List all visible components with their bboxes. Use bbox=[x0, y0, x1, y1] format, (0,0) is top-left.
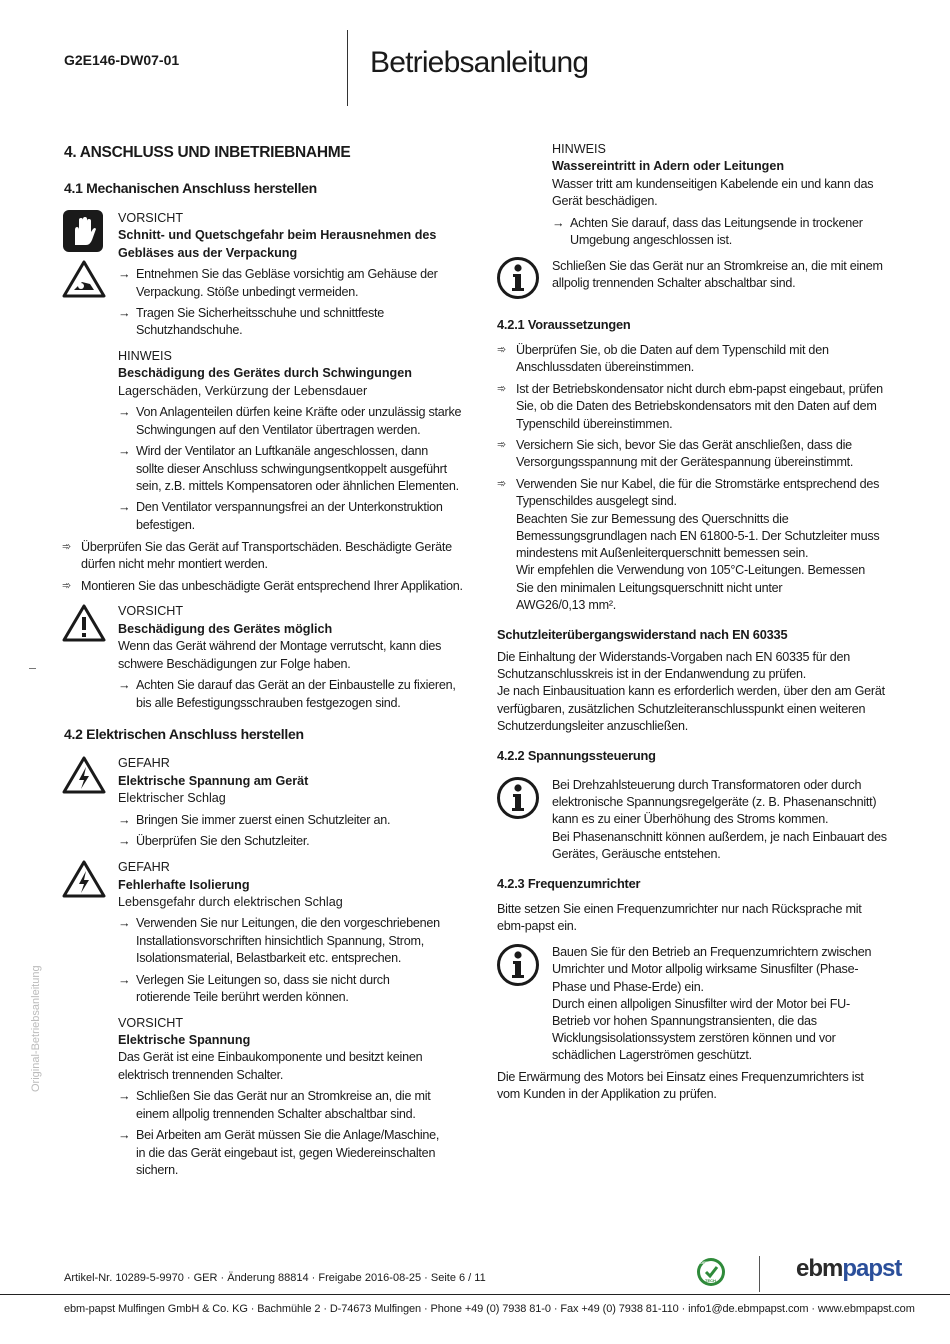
arrow-icon: → bbox=[118, 306, 131, 320]
instruction-text: Umgebung angeschlossen ist. bbox=[570, 233, 732, 247]
instruction-text: Überprüfen Sie den Schutzleiter. bbox=[136, 834, 310, 848]
step-text: Wir empfehlen die Verwendung von 105°C-Leitungen. Bemessen bbox=[516, 563, 865, 577]
danger-text: Elektrischer Schlag bbox=[118, 791, 226, 805]
logo-divider bbox=[759, 1256, 760, 1292]
notice-label: HINWEIS bbox=[118, 349, 172, 363]
step-text: dürfen nicht mehr montiert werden. bbox=[81, 557, 268, 571]
arrow-icon: → bbox=[118, 500, 131, 514]
arrow-icon: → bbox=[118, 267, 131, 281]
body-text: Die Erwärmung des Motors bei Einsatz eines Frequenzumrichters ist bbox=[497, 1070, 864, 1084]
danger-label: GEFAHR bbox=[118, 756, 170, 770]
step-text: mindestens mit Außenleiterquerschnitt bemessen sein. bbox=[516, 546, 809, 560]
caution-label: VORSICHT bbox=[118, 604, 184, 618]
caution-text: Das Gerät ist eine Einbaukomponente und besitzt keinen bbox=[118, 1050, 423, 1064]
header-divider bbox=[347, 30, 348, 106]
arrow-icon: → bbox=[118, 444, 131, 458]
article-info: Artikel-Nr. 10289-5-9970 · GER · Änderung 88814 · Freigabe 2016-08-25 · Seite 6 / 11 bbox=[64, 1272, 486, 1284]
instruction-text: Isolationsmaterial, Belastbarkeit etc. entsprechen. bbox=[136, 951, 402, 965]
instruction-text: Wird der Ventilator an Luftkanäle angeschlossen, dann bbox=[136, 444, 428, 458]
check-icon: ➾ bbox=[62, 541, 72, 553]
company-address: ebm-papst Mulfingen GmbH & Co. KG · Bachmühle 2 · D-74673 Mulfingen · Phone +49 (0) 7938 81-0 · Fax +49 (0) 7938 81-110 · info1@de.ebmpapst.com · www.ebmpapst.com bbox=[64, 1303, 915, 1315]
company-logo bbox=[796, 1255, 901, 1283]
caution-title: Elektrische Spannung bbox=[118, 1033, 251, 1047]
check-icon: ➾ bbox=[62, 580, 72, 592]
danger-label: GEFAHR bbox=[118, 860, 170, 874]
instruction-text: Verpackung. Stöße unbedingt vermeiden. bbox=[136, 285, 359, 299]
cut-hazard-icon bbox=[62, 260, 106, 298]
instruction-text: sollte dieser Anschluss schwingungsentkoppelt ausgeführt bbox=[136, 462, 447, 476]
step-text: Bemessungsgrundlagen nach EN 61800-5-1. Der Schutzleiter muss bbox=[516, 529, 880, 543]
danger-title: Elektrische Spannung am Gerät bbox=[118, 774, 309, 788]
step-text: Ist der Betriebskondensator nicht durch ebm-papst eingebaut, prüfen bbox=[516, 382, 883, 396]
notice-title: Wassereintritt in Adern oder Leitungen bbox=[552, 159, 785, 173]
sidebar-label: Original-Betriebsanleitung bbox=[30, 965, 42, 1092]
info-text: elektronische Spannungsregelgeräte (z. B. Phasenanschnitt) bbox=[552, 795, 877, 809]
caution-label: VORSICHT bbox=[118, 211, 184, 225]
notice-label: HINWEIS bbox=[552, 142, 606, 156]
notice-text: Lagerschäden, Verkürzung der Lebensdauer bbox=[118, 384, 368, 398]
instruction-text: Achten Sie darauf das Gerät an der Einbaustelle zu fixieren, bbox=[136, 678, 456, 692]
info-text: schädlichen Lagerströmen geschützt. bbox=[552, 1048, 752, 1062]
info-icon bbox=[497, 777, 539, 819]
info-text: Phase und Phase-Erde) ein. bbox=[552, 980, 704, 994]
caution-text: Wenn das Gerät während der Montage verrutscht, kann dies bbox=[118, 639, 442, 653]
instruction-text: Von Anlagenteilen dürfen keine Kräfte oder unzulässig starke bbox=[136, 405, 462, 419]
info-icon bbox=[497, 257, 539, 299]
info-icon bbox=[497, 944, 539, 986]
badge-text: TECH bbox=[705, 1278, 716, 1283]
instruction-text: Verwenden Sie nur Leitungen, die den vorgeschriebenen bbox=[136, 916, 440, 930]
glove-icon bbox=[63, 210, 103, 252]
body-text: Die Einhaltung der Widerstands-Vorgaben nach EN 60335 für den bbox=[497, 650, 850, 664]
info-text: Bei Drehzahlsteuerung durch Transformatoren oder durch bbox=[552, 778, 862, 792]
instruction-text: in die das Gerät eingebaut ist, gegen Wiedereinschalten bbox=[136, 1146, 436, 1160]
notice-title: Beschädigung des Gerätes durch Schwingungen bbox=[118, 366, 412, 380]
instruction-text: Entnehmen Sie das Gebläse vorsichtig am Gehäuse der bbox=[136, 267, 438, 281]
danger-title: Fehlerhafte Isolierung bbox=[118, 878, 250, 892]
caution-title: Schnitt- und Quetschgefahr beim Herausnehmen des bbox=[118, 228, 437, 242]
info-text: allpolig trennenden Schalter abschaltbar sind. bbox=[552, 276, 796, 290]
step-text: AWG26/0,13 mm². bbox=[516, 598, 617, 612]
high-voltage-icon bbox=[62, 860, 106, 898]
check-icon: ➾ bbox=[497, 383, 507, 395]
arrow-icon: → bbox=[118, 405, 131, 419]
instruction-text: einem allpolig trennenden Schalter abschaltbar sind. bbox=[136, 1107, 416, 1121]
document-code: G2E146-DW07-01 bbox=[64, 52, 180, 68]
subsection-heading: Schutzleiterübergangswiderstand nach EN 60335 bbox=[497, 627, 788, 642]
body-text: Schutzanschlusskreis ist in der Endanwendung zu prüfen. bbox=[497, 667, 806, 681]
instruction-text: Bringen Sie immer zuerst einen Schutzleiter an. bbox=[136, 813, 391, 827]
page-title: Betriebsanleitung bbox=[370, 46, 589, 79]
check-icon: ➾ bbox=[497, 478, 507, 490]
caution-title: Gebläses aus der Verpackung bbox=[118, 246, 298, 260]
caution-title: Beschädigung des Gerätes möglich bbox=[118, 622, 333, 636]
instruction-text: Installationsvorschriften hinsichtlich Spannung, Strom, bbox=[136, 934, 424, 948]
instruction-text: Den Ventilator verspannungsfrei an der Unterkonstruktion bbox=[136, 500, 443, 514]
step-text: Überprüfen Sie das Gerät auf Transportschäden. Beschädigte Geräte bbox=[81, 540, 452, 554]
instruction-text: bis alle Befestigungsschrauben festgezogen sind. bbox=[136, 696, 401, 710]
info-text: Schließen Sie das Gerät nur an Stromkreise an, die mit einem bbox=[552, 259, 883, 273]
info-text: Betrieb vor hohen Spannungstransienten, die das bbox=[552, 1014, 817, 1028]
info-text: Bei Phasenanschnitt können außerdem, je nach Einbauart des bbox=[552, 830, 887, 844]
step-text: Sie, ob die Daten des Betriebskondensators mit den Daten auf dem bbox=[516, 399, 877, 413]
body-text: ebm-papst ein. bbox=[497, 919, 577, 933]
arrow-icon: → bbox=[118, 973, 131, 987]
warning-icon bbox=[62, 604, 106, 642]
subsection-heading: 4.2.3 Frequenzumrichter bbox=[497, 876, 641, 891]
step-text: Montieren Sie das unbeschädigte Gerät entsprechend Ihrer Applikation. bbox=[81, 579, 463, 593]
body-text: Je nach Einbausituation kann es erforderlich werden, über den am Gerät bbox=[497, 684, 885, 698]
instruction-text: Schließen Sie das Gerät nur an Stromkreise an, die mit bbox=[136, 1089, 431, 1103]
instruction-text: Tragen Sie Sicherheitsschuhe und schnittfeste bbox=[136, 306, 385, 320]
subsection-heading: 4.1 Mechanischen Anschluss herstellen bbox=[64, 180, 317, 196]
body-text: vom Kunden in der Applikation zu prüfen. bbox=[497, 1087, 717, 1101]
section-heading: 4. ANSCHLUSS UND INBETRIEBNAHME bbox=[64, 144, 351, 161]
caution-text: schwere Beschädigungen zur Folge haben. bbox=[118, 657, 351, 671]
instruction-text: Bei Arbeiten am Gerät müssen Sie die Anlage/Maschine, bbox=[136, 1128, 440, 1142]
logo-part: ebm bbox=[796, 1255, 843, 1282]
info-text: Umrichter und Motor allpolig wirksame Sinusfilter (Phase- bbox=[552, 962, 859, 976]
info-text: Wicklungsisolationssystem zerstören können und vor bbox=[552, 1031, 836, 1045]
info-text: kann es zu einer Überhöhung des Stroms kommen. bbox=[552, 812, 829, 826]
arrow-icon: → bbox=[118, 834, 131, 848]
logo-part: papst bbox=[842, 1255, 902, 1282]
info-text: Durch einen allpoligen Sinusfilter wird der Motor bei FU- bbox=[552, 997, 850, 1011]
instruction-text: sein, z.B. mittels Kompensatoren oder ähnlichen Elementen. bbox=[136, 479, 459, 493]
high-voltage-icon bbox=[62, 756, 106, 794]
body-text: verfügbaren, zusätzlichen Schutzleiteranschlusspunkt einen weiteren bbox=[497, 702, 866, 716]
body-text: Bitte setzen Sie einen Frequenzumrichter nur nach Rücksprache mit bbox=[497, 902, 862, 916]
body-text: Schutzerdungsleiter anzuschließen. bbox=[497, 719, 689, 733]
danger-text: Lebensgefahr durch elektrischen Schlag bbox=[118, 895, 343, 909]
caution-text: elektrisch trennenden Schalter. bbox=[118, 1068, 284, 1082]
instruction-text: Achten Sie darauf, dass das Leitungsende in trockener bbox=[570, 216, 863, 230]
step-text: Versichern Sie sich, bevor Sie das Gerät anschließen, dass die bbox=[516, 438, 852, 452]
step-text: Sie den minimalen Leitungsquerschnitt nicht unter bbox=[516, 581, 783, 595]
subsection-heading: 4.2.1 Voraussetzungen bbox=[497, 317, 631, 332]
step-text: Typenschildes ausgelegt sind. bbox=[516, 494, 677, 508]
instruction-text: Schutzhandschuhe. bbox=[136, 323, 243, 337]
instruction-text: sichern. bbox=[136, 1163, 179, 1177]
subsection-heading: 4.2.2 Spannungssteuerung bbox=[497, 748, 656, 763]
notice-text: Gerät beschädigen. bbox=[552, 194, 658, 208]
caution-label: VORSICHT bbox=[118, 1016, 184, 1030]
step-text: Beachten Sie zur Bemessung des Querschnitts die bbox=[516, 512, 789, 526]
step-text: Anschlussdaten übereinstimmen. bbox=[516, 360, 695, 374]
footer-rule bbox=[0, 1294, 950, 1295]
step-text: Versorgungsspannung mit der Gerätespannung übereinstimmt. bbox=[516, 455, 854, 469]
instruction-text: Schwingungen auf den Ventilator übertragen werden. bbox=[136, 423, 421, 437]
step-text: Typenschild übereinstimmen. bbox=[516, 417, 673, 431]
check-icon: ➾ bbox=[497, 344, 507, 356]
arrow-icon: → bbox=[118, 813, 131, 827]
badge-text: GREEN bbox=[700, 1260, 715, 1265]
info-text: Gerätes, Geräusche entstehen. bbox=[552, 847, 721, 861]
info-text: Bauen Sie für den Betrieb an Frequenzumrichtern zwischen bbox=[552, 945, 872, 959]
notice-text: Wasser tritt am kundenseitigen Kabelende ein und kann das bbox=[552, 177, 874, 191]
instruction-text: rotierende Teile berührt werden können. bbox=[136, 990, 349, 1004]
instruction-text: befestigen. bbox=[136, 518, 195, 532]
step-text: Überprüfen Sie, ob die Daten auf dem Typenschild mit den bbox=[516, 343, 829, 357]
arrow-icon: → bbox=[118, 1128, 131, 1142]
arrow-icon: → bbox=[552, 216, 565, 230]
arrow-icon: → bbox=[118, 678, 131, 692]
subsection-heading: 4.2 Elektrischen Anschluss herstellen bbox=[64, 726, 304, 742]
arrow-icon: → bbox=[118, 1089, 131, 1103]
fold-mark bbox=[29, 668, 36, 669]
check-icon: ➾ bbox=[497, 439, 507, 451]
step-text: Verwenden Sie nur Kabel, die für die Stromstärke entsprechend des bbox=[516, 477, 880, 491]
arrow-icon: → bbox=[118, 916, 131, 930]
instruction-text: Verlegen Sie Leitungen so, dass sie nicht durch bbox=[136, 973, 390, 987]
